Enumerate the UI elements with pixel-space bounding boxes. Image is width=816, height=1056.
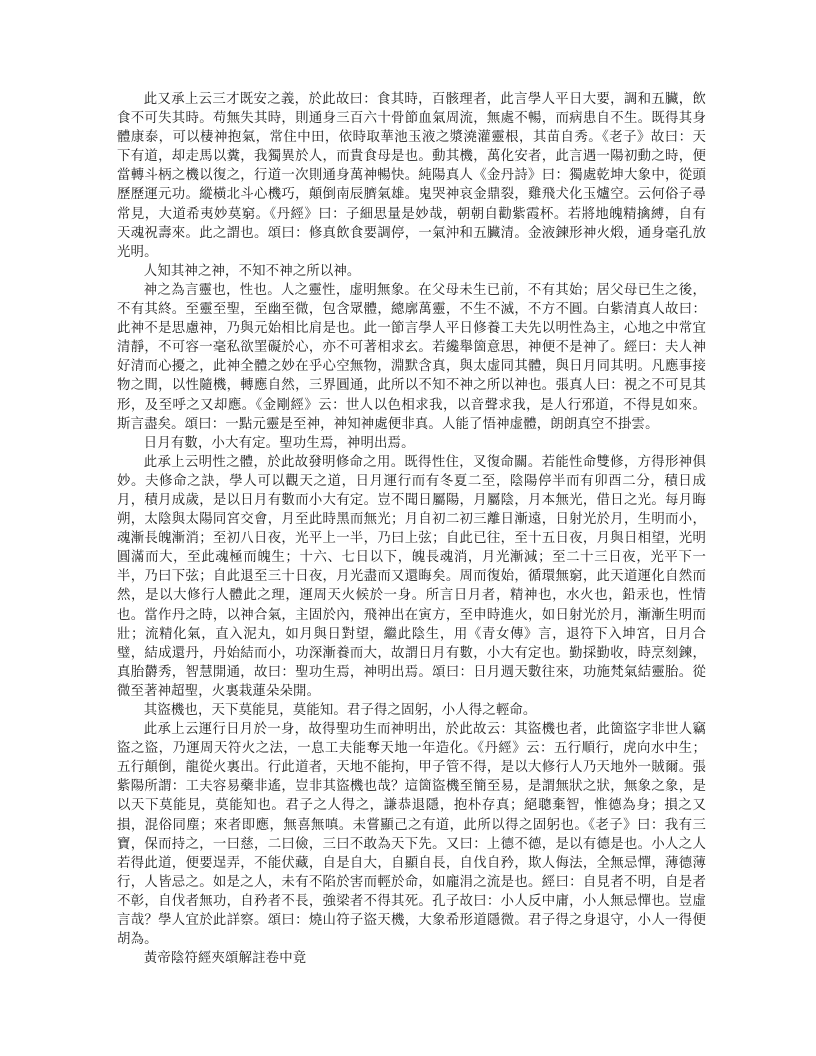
- scripture-verse: 其盜機也，天下莫能見，莫能知。君子得之固躬，小人得之輕命。: [143, 703, 537, 718]
- commentary-paragraph: 此承上云明性之體，於此故發明修命之用。既得性住，叉復命關。若能性命雙修，方得形神俱妙。夫修命之訣，學人可以觀天之道，日月運行而有冬夏二至，陰陽停半而有卯酉二分，積日成月，積月成歲，是以日月有數而小大有定。豈不聞日屬陽，月屬陰，月本無光，借日之光。每月晦朔，太陰與太陽同宮交會，月至此時黑而無光；月自初二初三離日漸遠，日射光於月，生明而小，魂漸長魄漸消；至初八日夜，光平上一半，乃曰上弦；自此已往，至十五日夜，月與日相望，光明圓滿而大，至此魂極而魄生；十六、七日以下，魄長魂消，月光漸減；至二十三日夜，光平下一半，乃曰下弦；自此退至三十日夜，月光盡而又還晦矣。周而復始，循環無窮，此天道運化自然而然，是以大修行人體此之理，運周天火候於一身。所言日月者，精神也，水火也，鉛汞也，性情也。當作丹之時，以神合氣，主固於內，飛神出在寅方，至申時進火，如日射光於月，漸漸生明而壯；流精化氣，直入泥丸，如月與日對望，繼此陰生，用《青女傳》言，退符下入坤宮，日月合璧，結成還丹，丹始結而小，功深漸養而大，故謂日月有數，小大有定也。勤採勤收，時烹刻鍊，真胎欝秀，智慧開通，故曰：聖功生焉，神明出焉。頌曰：日月週天數往來，功施梵氣結靈胎。從微至著神超聖，火裏栽蓮朵朵開。: [117, 454, 706, 699]
- volume-end-title: 黃帝陰符經夾頌解註卷中竟: [143, 951, 307, 967]
- commentary-paragraph: 此又承上云三才既安之義，於此故曰：食其時，百骸理者，此言學人平日大要，調和五臟，飲食不可失其時。苟無失其時，則通身三百六十骨節血氣周流，無處不暢，而病患自不生。既得其身體康泰，可以棲神抱氣，常住中田，依時取華池玉液之漿澆灌靈根，其苗自秀。《老子》故曰：天下有道，却走馬以糞，我獨異於人，而貴食母是也。動其機，萬化安者，此言遇一陽初動之時，便當轉斗柄之機以復之，行道一次則通身萬神暢快。純陽真人《金丹詩》曰：獨處乾坤大象中，從頭歷歷運元功。縱橫北斗心機巧，顛倒南辰臍氣雄。鬼哭神哀金鼎裂，雞飛犬化玉爐空。云何俗子尋常見，大道希夷妙莫窮。《丹經》曰：子細思量是妙哉，朝朝自勸紫霞杯。若將地魄精擒縛，自有天魂祝壽來。此之謂也。頌曰：修真飲食要調停，一氣沖和五臟清。金液鍊形神火煅，通身毫孔放光明。: [117, 92, 706, 260]
- commentary-paragraph: 神之為言靈也，性也。人之靈性，虚明無象。在父母未生已前，不有其始；居父母已生之後，不有其終。至靈至聖，至幽至微，包含眾體，總廓萬靈，不生不滅，不方不圓。白紫清真人故曰：此神不是思慮神，乃與元始相比肩是也。此一節言學人平日修養工夫先以明性為主，心地之中常宜清靜，不可容一毫私欲罣礙於心，亦不可著相求玄。若纔舉箇意思，神便不是神了。經曰：夫人神好清而心擾之，此神全體之妙在乎心空無物，淵默含真，與太虚同其體，與日月同其明。凡應事接物之間，以性隨機，轉應自然，三界圓通，此所以不知不神之所以神也。張真人曰：視之不可見其形，及至呼之又却應。《金剛經》云：世人以色相求我，以音聲求我，是人行邪道，不得見如來。斯言盡矣。頌曰：一點元靈是至神，神知神處便非真。人能了悟神虚體，朗朗真空不掛雲。: [117, 282, 706, 432]
- document-page: [117, 90, 706, 968]
- scripture-verse: 日月有數，小大有定。聖功生焉，神明出焉。: [143, 435, 415, 451]
- commentary-paragraph: 此承上云運行日月於一身，故得聖功生而神明出，於此故云：其盜機也者，此箇盜字非世人竊盜之盜，乃運周天符火之法，一息工夫能奪天地一年造化。《丹經》云：五行順行，虎向水中生；五行顛倒，龍從火裏出。行此道者，天地不能拘，甲子管不得，是以大修行人乃天地外一賊爾。張紫陽所謂：工夫容易藥非遙，豈非其盜機也哉？這箇盜機至簡至易，是謂無狀之狀，無象之象，是以天下莫能見，莫能知也。君子之人得之，謙恭退隱，抱朴存真；絕聰棄智，惟德為身；損之又損，混俗同塵；來者即應，無喜無嗔。未嘗顯己之有道，此所以得之固躬也。《老子》曰：我有三寶，保而持之，一曰慈，二曰儉，三曰不敢為天下先。又曰：上德不德，是以有德是也。小人之人若得此道，便要逞弄，不能伏藏，自是自大，自顯自長，自伐自矜，欺人侮法，全無忌憚，薄德薄行，人皆忌之。如是之人，未有不陷於害而輕於命，如龐涓之流是也。經曰：自見者不明，自是者不彰，自伐者無功，自矜者不長，強梁者不得其死。孔子故曰：小人反中庸，小人無忌憚也。豈虛言哉？學人宜於此詳察。頌曰：燒山符子盜天機，大象希形道隱微。君子得之身退守，小人一得便胡為。: [117, 722, 706, 948]
- scripture-verse: 人知其神之神，不知不神之所以神。: [143, 263, 361, 279]
